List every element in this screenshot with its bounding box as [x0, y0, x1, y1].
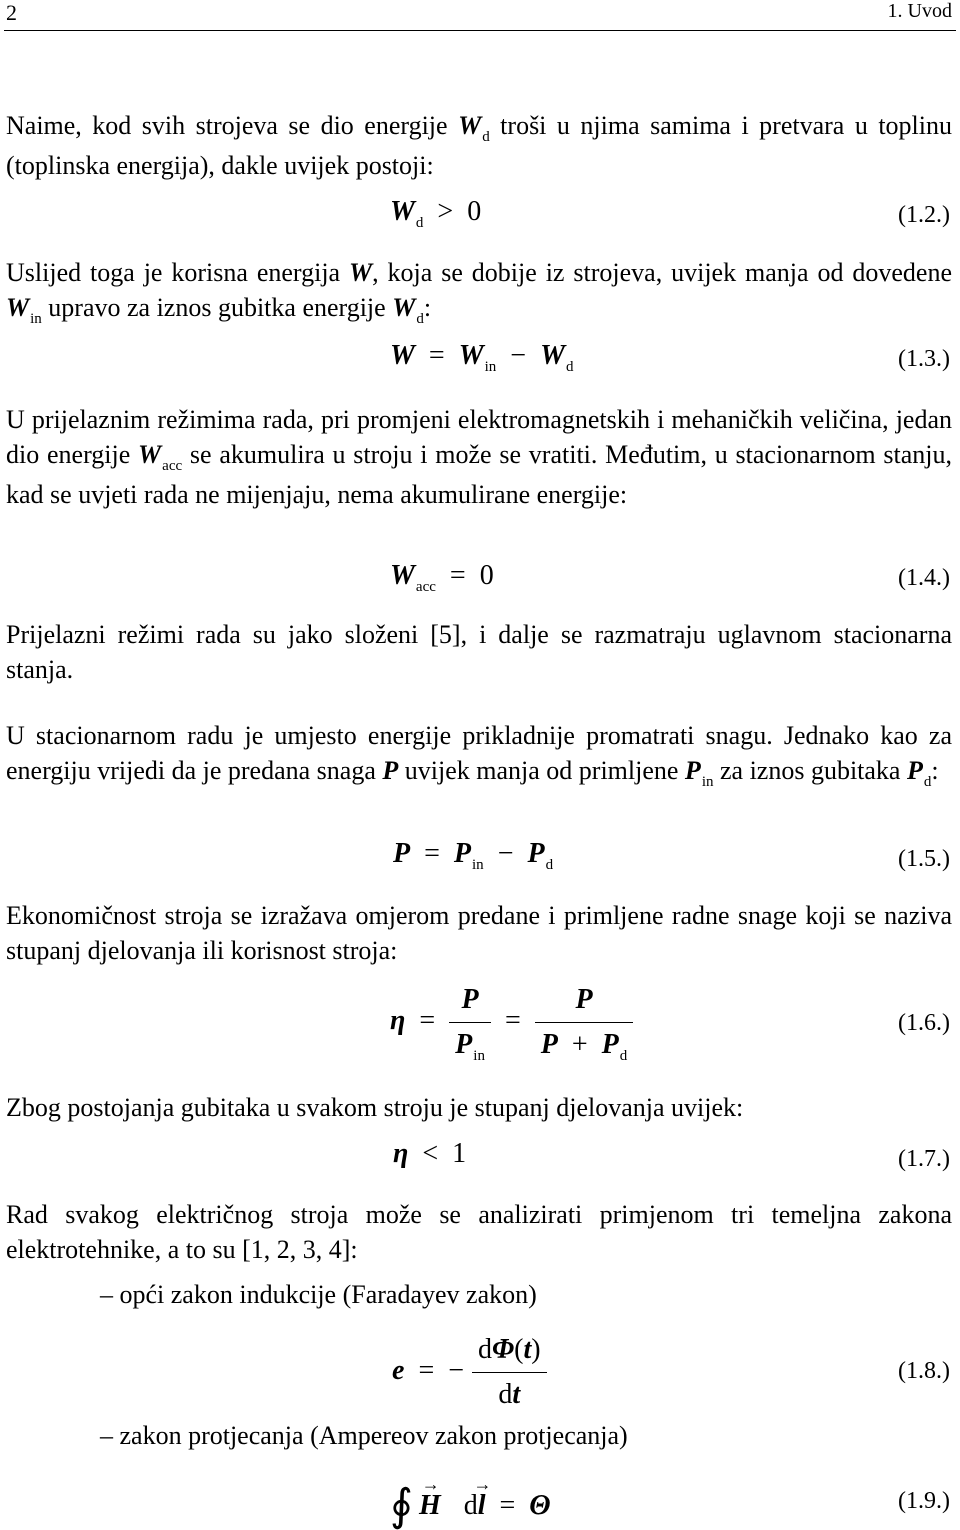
contour-integral-icon: ∮	[390, 1481, 413, 1530]
paragraph-useful-energy: Uslijed toga je korisna energija W, koja se dobije iz strojeva, uvijek manja od dovedene $W_{in}$ upravo za iznos gubitka energije $W_d$:	[6, 258, 952, 327]
list-item-faraday: – opći zakon indukcije (Faradayev zakon)	[100, 1280, 537, 1309]
paragraph-losses: Naime, kod svih strojeva se dio energije $W_d$ troši u njima samima i pretvara u toplinu (toplinska energija), dakle uvijek postoji:	[6, 111, 953, 180]
paragraph-power: U stacionarnom radu je umjesto energije prikladnije promatrati snagu. Jednako kao za energiju vrijedi da je predana snaga P uvijek manja od primljene $P_{in}$ za iznos gubitaka $P_d$:	[6, 721, 952, 790]
equation-number-1-6: (1.6.)	[898, 1010, 950, 1036]
equation-number-1-7: (1.7.)	[898, 1146, 950, 1172]
equation-number-1-8: (1.8.)	[898, 1358, 950, 1384]
fraction-dphi-dt: $\frac{d\Phi(t)}{dt}$	[472, 1334, 547, 1411]
equation-1-7: η < 1	[393, 1138, 467, 1169]
equation-1-5: $P = P_{in} - P_d$	[393, 838, 554, 873]
equation-number-1-3: (1.3.)	[898, 346, 950, 372]
chapter-title: 1. Uvod	[887, 0, 952, 22]
equation-1-2: $W_d > 0$	[390, 196, 482, 231]
equation-1-8: e = − $\frac{d\Phi(t)}{dt}$	[392, 1334, 547, 1411]
paragraph-three-laws: Rad svakog električnog stroja može se analizirati primjenom tri temeljna zakona elektrotehnike, a to su [1, 2, 3, 4]:	[6, 1200, 952, 1264]
header-rule	[4, 30, 956, 31]
paragraph-efficiency-bound: Zbog postojanja gubitaka u svakom stroju je stupanj djelovanja uvijek:	[6, 1093, 744, 1122]
fraction-p-over-p-plus-pd: $\frac{P}{P + P_d}$	[535, 984, 634, 1061]
equation-1-4: $W_{acc} = 0$	[390, 560, 494, 595]
equation-number-1-2: (1.2.)	[898, 202, 950, 228]
equation-number-1-9: (1.9.)	[898, 1488, 950, 1514]
equation-number-1-4: (1.4.)	[898, 565, 950, 591]
page-number: 2	[6, 0, 17, 25]
equation-1-3: $W = W_{in} - W_d$	[390, 340, 574, 375]
equation-1-6: η = $\frac{P}{P_{in}}$ = $\frac{P}{P + P_d}$	[390, 984, 633, 1061]
paragraph-stationary: Prijelazni režimi rada su jako složeni [5], i dalje se razmatraju uglavnom stacionarna stanja.	[6, 620, 952, 684]
equation-number-1-5: (1.5.)	[898, 846, 950, 872]
paragraph-transient: U prijelaznim režimima rada, pri promjeni elektromagnetskih i mehaničkih veličina, jedan dio energije $W_{acc}$ se akumulira u stroju i može se vratiti. Međutim, u stacionarnom stanju, kad se uvjeti rada ne mijenjaju, nema akumulirane energije:	[6, 405, 952, 509]
equation-1-9: ∮→ H d→ l = Θ	[390, 1474, 551, 1525]
paragraph-efficiency: Ekonomičnost stroja se izražava omjerom predane i primljene radne snage koji se naziva stupanj djelovanja ili korisnost stroja:	[6, 901, 952, 965]
list-item-ampere: – zakon protjecanja (Ampereov zakon protjecanja)	[100, 1421, 628, 1450]
fraction-p-over-pin: $\frac{P}{P_{in}}$	[449, 984, 491, 1061]
